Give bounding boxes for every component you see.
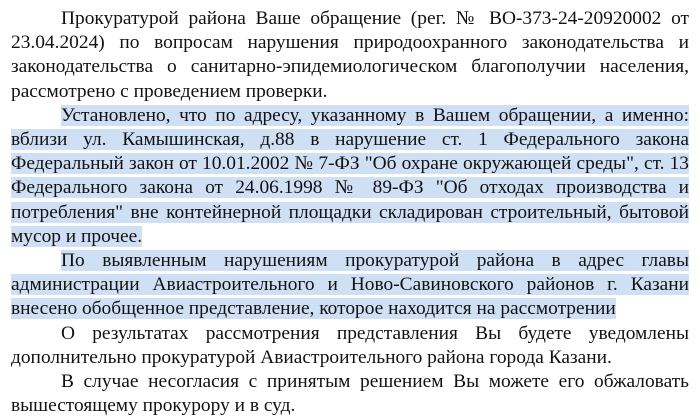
paragraph-check-result	[11, 7, 689, 104]
paragraph-appeal	[11, 370, 689, 418]
paragraph-representation	[11, 249, 689, 322]
paragraph-violation-found	[11, 104, 689, 249]
selected-text[interactable]: Установлено, что по адресу, указанному в Вашем обращении, а именно: вблизи ул. Камышинская, д.88 в нарушение ст. 1 Федерального закона Федеральный закон от 10.01.2002 № 7-ФЗ "Об охране окружающей среды", ст. 13 Федерального закона от 24.06.1998 № 89-ФЗ "Об отходах производства и потребления" вне контейнерной площадки складирован строительный, бытовой мусор и прочее.	[11, 104, 689, 247]
paragraph-text: Прокуратурой района Ваше обращение (рег. № ВО-373-24-20920002 от 23.04.2024) по вопросам нарушения природоохранного законодательства и законодательства о санитарно-эпидемиологическом благополучии населения, рассмотрено с проведением проверки.	[11, 8, 689, 102]
selected-text[interactable]: По выявленным нарушениям прокуратурой района в адрес главы администрации Авиастроительного и Ново-Савиновского районов г. Казани внесено обобщенное представление, которое находится на рассмотрении	[11, 250, 689, 320]
paragraph-text: О результатах рассмотрения представления Вы будете уведомлены дополнительно прокуратурой Авиастроительного района города Казани.	[11, 322, 689, 368]
paragraph-text: В случае несогласия с принятым решением Вы можете его обжаловать вышестоящему прокурору и в суд.	[11, 371, 689, 417]
paragraph-notification	[11, 322, 689, 370]
